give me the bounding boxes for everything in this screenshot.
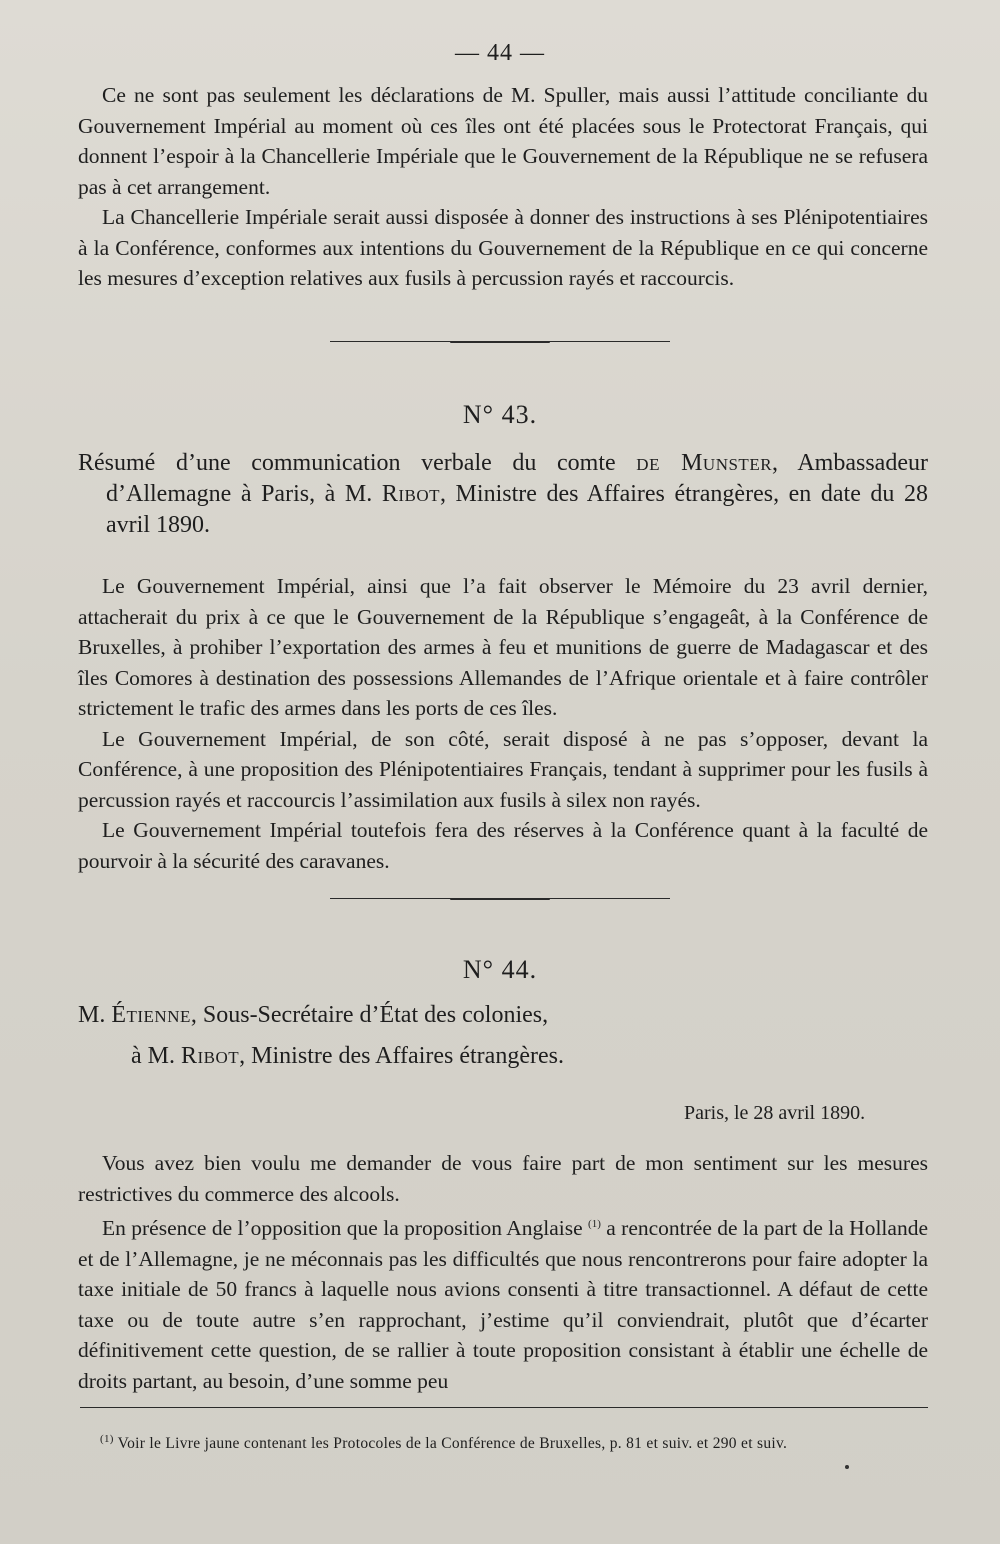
paragraph-text: En présence de l’opposition que la proposition Anglaise xyxy=(102,1216,589,1241)
sender-line xyxy=(78,1000,938,1030)
sender-title: , Sous-Secrétaire d’État des colonies, xyxy=(190,1002,549,1028)
paragraph: La Chancellerie Impériale serait aussi disposée à donner des instructions à ses Plénipotentiaires à la Conférence, conformes aux intentions du Gouvernement de la République en ce qui concerne les mesures d’exception relatives aux fusils à percussion rayés et raccourcis. xyxy=(78,205,928,290)
section-divider xyxy=(330,341,670,342)
person-name: Ribot xyxy=(381,481,440,507)
paragraph: Le Gouvernement Impérial, de son côté, serait disposé à ne pas s’opposer, devant la Conférence, à une proposition des Plénipotentiaires Français, tendant à supprimer pour les fusils à percussion rayés et raccourcis l’assimilation aux fusils à silex non rayés. xyxy=(78,726,928,812)
footnote xyxy=(100,1433,940,1453)
heading-text: , Ministre des Affaires étrangères, en date du 28 avril 1890. xyxy=(106,481,928,538)
sender-prefix: M. xyxy=(78,1002,112,1028)
document-43 xyxy=(78,448,928,876)
page-number: — 44 — xyxy=(455,40,545,66)
recipient-prefix: à M. xyxy=(131,1043,181,1069)
document-44 xyxy=(78,1148,928,1396)
top-section xyxy=(78,80,928,294)
person-name: Ribot xyxy=(181,1043,240,1069)
paragraph xyxy=(78,1209,928,1396)
paragraph-text: a rencontrée de la part de la Hollande et de l’Allemagne, je ne méconnais pas les difficultés que nous rencontrerons pour faire adopter la taxe initiale de 50 francs à laquelle nous avions consenti à titre transactionnel. A défaut de cette taxe ou de toute autre s’en rapprochant, j’estime qu’il conviendrait, plutôt que d’écarter définitivement cette question, de se rallier à toute proposition consistant à établir une échelle de droits partant, au besoin, d’une somme peu xyxy=(78,1216,928,1393)
paragraph: Vous avez bien voulu me demander de vous faire part de mon sentiment sur les mesures restrictives du commerce des alcools. xyxy=(78,1151,928,1206)
ink-dot xyxy=(845,1465,849,1469)
person-name: de Munster xyxy=(636,450,773,476)
letter-date: Paris, le 28 avril 1890. xyxy=(684,1102,866,1124)
recipient-title: , Ministre des Affaires étrangères. xyxy=(239,1043,564,1069)
footnote-divider xyxy=(80,1407,928,1408)
paragraph: Ce ne sont pas seulement les déclarations de M. Spuller, mais aussi l’attitude conciliante du Gouvernement Impérial au moment où ces îles ont été placées sous le Protectorat Français, qui donnent l’espoir à la Chancellerie Impériale que le Gouvernement de la République ne se refusera pas à cet arrangement. xyxy=(78,83,928,199)
document-heading xyxy=(78,448,928,541)
person-name: Étienne xyxy=(111,1002,191,1028)
paragraph: Le Gouvernement Impérial, ainsi que l’a fait observer le Mémoire du 23 avril dernier, attacherait du prix à ce que le Gouvernement de la République s’engageât, à la Conférence de Bruxelles, à prohiber l’exportation des armes à feu et munitions de guerre de Madagascar et des îles Comores à destination des possessions Allemandes de l’Afrique orientale et à faire contrôler strictement le trafic des armes dans les ports de ces îles. xyxy=(78,574,928,720)
heading-text: Résumé d’une communication verbale du comte xyxy=(78,450,637,476)
heading-text: , Ambassadeur d’Allemagne à Paris, à M. xyxy=(106,450,928,507)
document-number: N° 44. xyxy=(462,955,538,984)
document-number: N° 43. xyxy=(462,400,538,429)
section-divider xyxy=(330,898,670,899)
footnote-reference: (1) xyxy=(588,1218,601,1230)
recipient-line xyxy=(131,1041,931,1071)
footnote-mark: (1) xyxy=(100,1433,114,1445)
footnote-text: Voir le Livre jaune contenant les Protocoles de la Conférence de Bruxelles, p. 81 et suiv. et 290 et suiv. xyxy=(113,1435,788,1453)
paragraph: Le Gouvernement Impérial toutefois fera des réserves à la Conférence quant à la faculté de pourvoir à la sécurité des caravanes. xyxy=(78,818,928,873)
